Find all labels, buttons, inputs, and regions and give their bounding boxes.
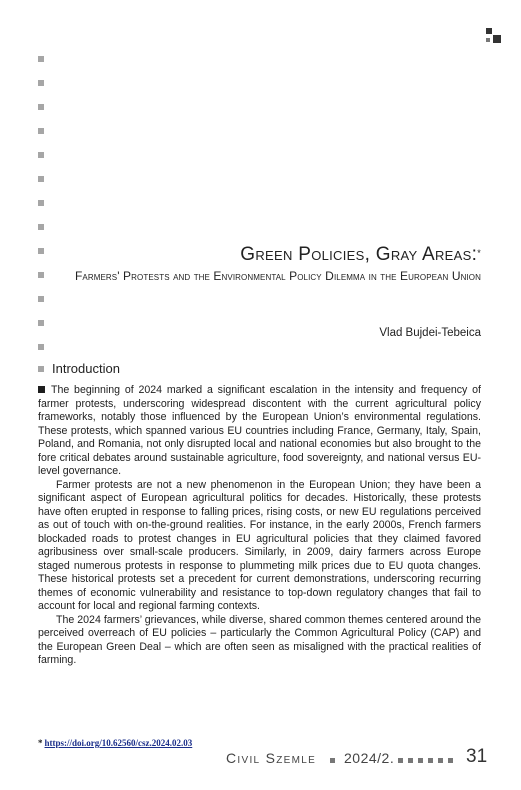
article-subtitle: Farmers' Protests and the Environmental Policy Dilemma in the European Union <box>74 269 481 283</box>
section-heading <box>38 361 120 376</box>
doi-link[interactable]: https://doi.org/10.62560/csz.2024.02.03 <box>44 738 193 748</box>
page-number: 31 <box>466 746 488 767</box>
article-title <box>41 244 481 266</box>
paragraph-text: The beginning of 2024 marked a significant escalation in the intensity and frequency of farmer protests, underscoring widespread discontent with the current agricultural policy frameworks, notably those influenced by the European Union’s environmental regulations. These protests, which spanned various EU countries including France, Germany, Italy, Spain, Poland, and Romania, not only disrupted local and national economies but also brought to the fore critical debates around sustainable agriculture, food sovereignty, and national versus EU-level governance. <box>38 384 481 477</box>
footnote <box>38 738 192 748</box>
journal-name: Civil Szemle <box>226 750 317 766</box>
article-title-text: Green Policies, Gray Areas: <box>240 244 478 265</box>
title-footnote-marker[interactable]: * <box>477 248 481 258</box>
author-name: Vlad Bujdei-Tebeica <box>379 327 481 339</box>
footer-square-icon <box>330 758 335 763</box>
page-footer <box>226 747 491 771</box>
footer-square-icon <box>428 758 433 763</box>
issue-label: 2024/2. <box>344 750 395 766</box>
footer-square-icon <box>418 758 423 763</box>
section-square-icon <box>38 366 44 372</box>
article-body <box>38 384 481 668</box>
footer-square-icon <box>408 758 413 763</box>
footer-square-icon <box>398 758 403 763</box>
section-heading-text: Introduction <box>52 361 120 376</box>
paragraph: Farmer protests are not a new phenomenon in the European Union; they have been a significant aspect of European agricultural politics for decades. Historically, these protests have often erupted in response to falling prices, rising costs, or new EU regulations perceived as out of touch with on-the-ground realities. For instance, in the early 2000s, French farmers blockaded roads to protest changes in EU agricultural policies that they claimed favored agribusiness over small-scale producers. Similarly, in 2009, dairy farmers across Europe staged numerous protests in response to plummeting milk prices due to EU quota changes. These historical protests set a precedent for current demonstrations, underscoring recurring themes of economic vulnerability and resistance to top-down regulatory changes that fail to account for local and regional farming contexts. <box>38 478 481 612</box>
footer-square-icon <box>448 758 453 763</box>
footer-square-icon <box>438 758 443 763</box>
paragraph <box>38 384 481 479</box>
footnote-marker: * <box>38 738 43 748</box>
article-title-block <box>41 244 481 284</box>
paragraph-start-square-icon <box>38 386 45 393</box>
paragraph: The 2024 farmers’ grievances, while diverse, shared common themes centered around the perceived overreach of EU policies – particularly the Common Agricultural Policy (CAP) and the European Green Deal – which are often seen as misaligned with the practical realities of farming. <box>38 613 481 666</box>
corner-ornament <box>486 28 504 46</box>
